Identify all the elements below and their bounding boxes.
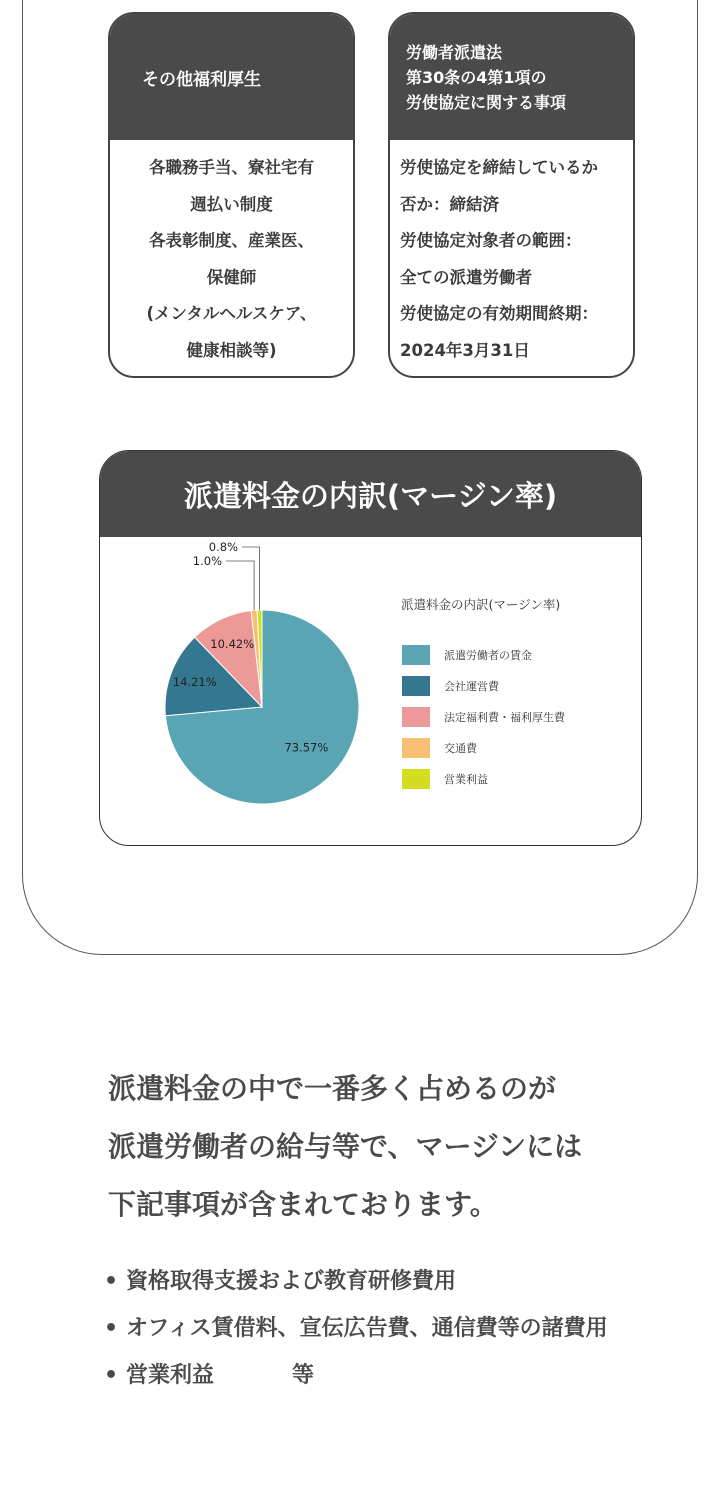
- legend-label: 法定福利費・福利厚生費: [444, 711, 565, 724]
- labor-agreement-line: 2024年3月31日: [400, 340, 530, 360]
- welfare-line: 健康相談等): [186, 340, 277, 360]
- list-item: [104, 1352, 724, 1399]
- legend-swatch: [402, 707, 430, 727]
- legend-label: 営業利益: [444, 773, 488, 786]
- callout-line: [226, 561, 254, 610]
- slice-value-label: 10.42%: [210, 636, 255, 651]
- legend: [402, 645, 566, 789]
- list-item-text: オフィス賃借料、宣伝広告費、通信費等の諸費用: [126, 1316, 608, 1341]
- summary-line: 派遣労働者の給与等で、マージンには: [108, 1130, 583, 1163]
- bullet-icon: •: [104, 1316, 119, 1341]
- legend-swatch: [402, 738, 430, 758]
- welfare-card-body: [110, 140, 353, 369]
- fee-breakdown-heading: 派遣料金の内訳(マージン率): [183, 478, 558, 513]
- margin-items-list: [104, 1258, 724, 1399]
- labor-agreement-title-line: 労働者派遣法: [406, 42, 503, 62]
- labor-agreement-card-body: [390, 140, 633, 369]
- welfare-card-header: [110, 14, 353, 140]
- welfare-card: [108, 12, 355, 378]
- labor-agreement-line: 労使協定を締結しているか: [400, 158, 598, 177]
- welfare-line: 週払い制度: [190, 194, 273, 214]
- labor-agreement-line: 全ての派遣労働者: [400, 267, 532, 287]
- bullet-icon: •: [104, 1363, 119, 1388]
- list-item-text: 営業利益: [126, 1363, 215, 1388]
- legend-swatch: [402, 676, 430, 696]
- welfare-line: (メンタルヘルスケア、: [146, 304, 317, 323]
- labor-agreement-title-line: 労使協定に関する事項: [406, 92, 567, 112]
- summary-line: 派遣料金の中で一番多く占めるのが: [108, 1072, 557, 1105]
- list-item-text: 資格取得支援および教育研修費用: [126, 1269, 457, 1294]
- callout-line: [242, 547, 260, 610]
- pie-chart: [100, 537, 642, 845]
- labor-agreement-title-line: 第30条の4第1項の: [406, 67, 547, 87]
- legend-swatch: [402, 769, 430, 789]
- welfare-line: 各表彰制度、産業医、: [149, 231, 314, 250]
- list-item: [104, 1305, 724, 1352]
- pie-slices: [165, 610, 359, 804]
- labor-agreement-card-header: [390, 14, 633, 140]
- labor-agreement-line: 労使協定対象者の範囲：: [400, 231, 582, 250]
- welfare-line: 各職務手当、寮社宅有: [149, 158, 314, 177]
- labor-agreement-line: 労使協定の有効期間終期：: [400, 304, 598, 323]
- bullet-icon: •: [104, 1269, 119, 1294]
- legend-label: 交通費: [444, 742, 477, 755]
- summary-line: 下記事項が含まれております。: [108, 1188, 498, 1221]
- welfare-card-title: その他福利厚生: [142, 69, 261, 90]
- labor-agreement-line: 否か：締結済: [400, 194, 499, 214]
- fee-breakdown-header: [100, 451, 641, 537]
- slice-value-label: 0.8%: [208, 540, 238, 554]
- legend-label: 会社運営費: [444, 680, 499, 693]
- fee-breakdown-card: [99, 450, 642, 846]
- slice-value-label: 14.21%: [172, 674, 217, 689]
- slice-value-label: 1.0%: [192, 554, 222, 568]
- legend-label: 派遣労働者の賃金: [444, 649, 532, 662]
- list-item: [104, 1258, 724, 1305]
- slice-value-label: 73.57%: [284, 740, 329, 755]
- legend-swatch: [402, 645, 430, 665]
- summary-text: [108, 1060, 708, 1234]
- welfare-line: 保健師: [206, 267, 257, 287]
- labor-agreement-card: [388, 12, 635, 378]
- list-item-suffix: 等: [292, 1363, 315, 1388]
- legend-title: 派遣料金の内訳(マージン率): [401, 597, 561, 612]
